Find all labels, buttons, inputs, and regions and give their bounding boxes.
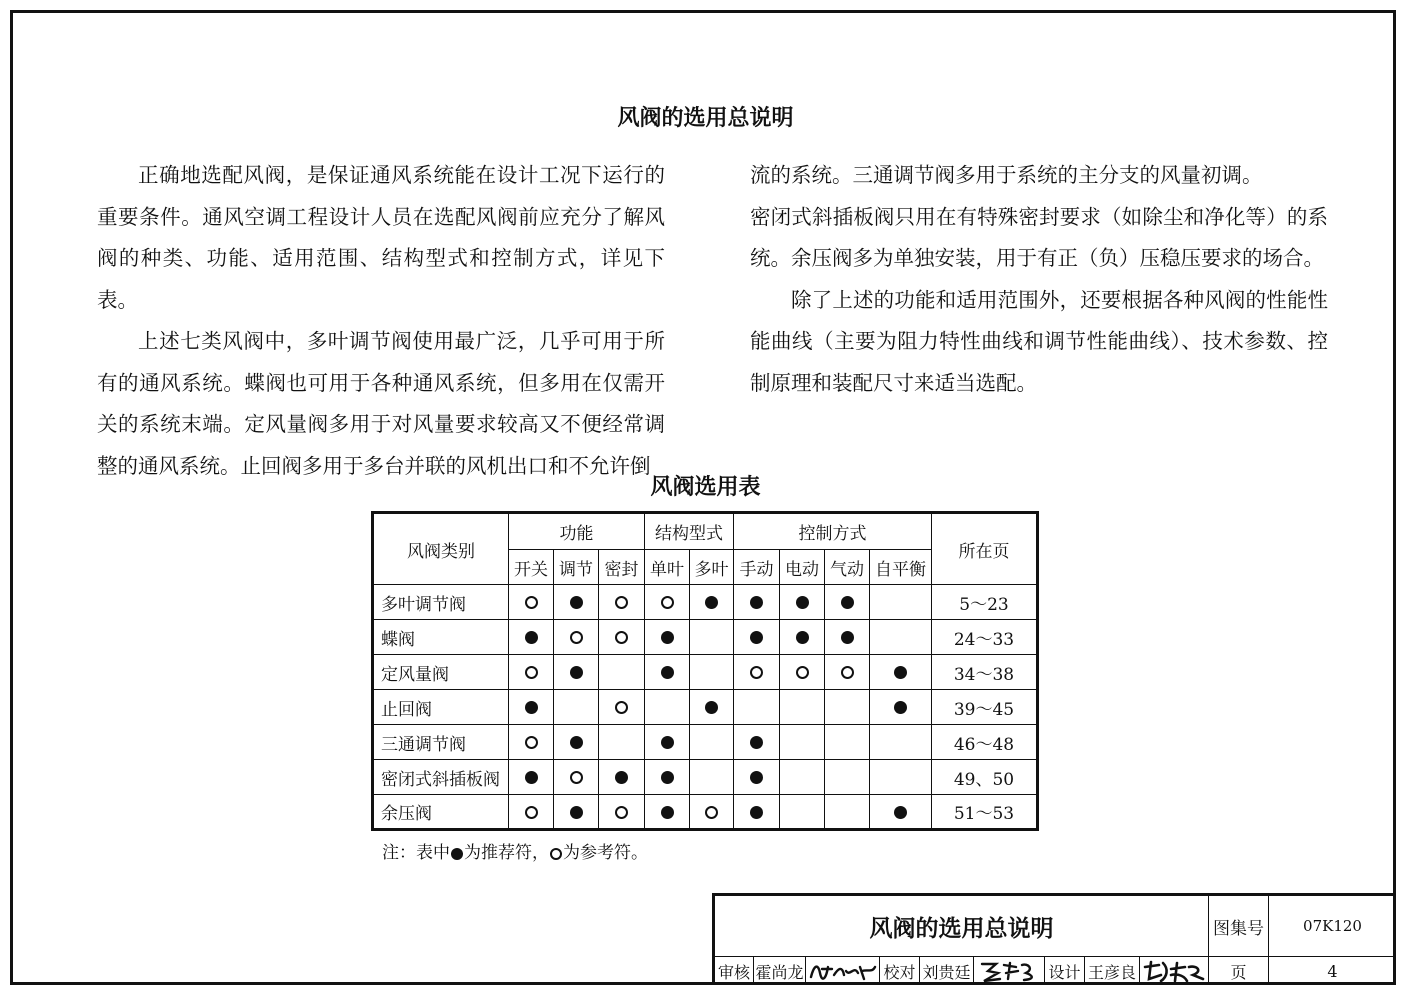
filled-circle-icon: [705, 701, 718, 714]
page-range-cell: 34～38: [932, 655, 1038, 690]
mark-cell: [554, 795, 599, 830]
reviewer-name: 霍尚龙: [754, 957, 806, 985]
table-row: [373, 585, 1038, 620]
mark-cell: [734, 690, 780, 725]
mark-cell: [870, 725, 932, 760]
design-label: 设计: [1045, 957, 1085, 985]
atlas-number-label: 图集号: [1209, 896, 1269, 957]
subheader-cell: 密封: [599, 550, 645, 585]
mark-cell: [645, 795, 690, 830]
hollow-circle-icon: [550, 848, 562, 860]
filled-circle-icon: [750, 631, 763, 644]
filled-circle-icon: [570, 666, 583, 679]
mark-cell: [509, 760, 554, 795]
subheader-cell: 手动: [734, 550, 780, 585]
mark-cell: [645, 725, 690, 760]
page-range-cell: 46～48: [932, 725, 1038, 760]
filled-circle-icon: [451, 848, 463, 860]
filled-circle-icon: [661, 806, 674, 819]
mark-cell: [509, 655, 554, 690]
mark-cell: [509, 620, 554, 655]
mark-cell: [825, 795, 870, 830]
damper-type-cell: 蝶阀: [373, 620, 509, 655]
subheader-cell: 气动: [825, 550, 870, 585]
filled-circle-icon: [661, 631, 674, 644]
mark-cell: [870, 585, 932, 620]
subheader-cell: 调节: [554, 550, 599, 585]
subheader-cell: 电动: [780, 550, 825, 585]
filled-circle-icon: [796, 596, 809, 609]
mark-cell: [825, 690, 870, 725]
hollow-circle-icon: [841, 666, 854, 679]
mark-cell: [554, 655, 599, 690]
page-range-cell: 49、50: [932, 760, 1038, 795]
mark-cell: [509, 690, 554, 725]
note-mid: 为推荐符，: [464, 843, 549, 863]
subheader-cell: 多叶: [690, 550, 734, 585]
table-row: [373, 690, 1038, 725]
filled-circle-icon: [525, 771, 538, 784]
hollow-circle-icon: [615, 701, 628, 714]
check-label: 校对: [880, 957, 920, 985]
mark-cell: [780, 690, 825, 725]
mark-cell: [870, 620, 932, 655]
table-row: [373, 620, 1038, 655]
mark-cell: [734, 795, 780, 830]
damper-type-cell: 定风量阀: [373, 655, 509, 690]
mark-cell: [690, 795, 734, 830]
filled-circle-icon: [841, 596, 854, 609]
mark-cell: [599, 585, 645, 620]
hollow-circle-icon: [570, 771, 583, 784]
designer-signature: [1140, 957, 1209, 985]
hollow-circle-icon: [750, 666, 763, 679]
filled-circle-icon: [661, 736, 674, 749]
mark-cell: [554, 620, 599, 655]
mark-cell: [690, 760, 734, 795]
table-row: [373, 725, 1038, 760]
mark-cell: [734, 620, 780, 655]
mark-cell: [690, 585, 734, 620]
filled-circle-icon: [894, 806, 907, 819]
filled-circle-icon: [796, 631, 809, 644]
mark-cell: [870, 795, 932, 830]
table-row: [373, 655, 1038, 690]
page-range-cell: 24～33: [932, 620, 1038, 655]
hollow-circle-icon: [661, 596, 674, 609]
paragraph: 流的系统。三通调节阀多用于系统的主分支的风量初调。: [750, 163, 1263, 187]
table-title: 风阀选用表: [650, 475, 761, 500]
mark-cell: [825, 725, 870, 760]
paragraph: 正确地选配风阀，是保证通风系统能在设计工况下运行的重要条件。通风空调工程设计人员在选配风阀前应充分了解风阀的种类、功能、适用范围、结构型式和控制方式，详见下表。: [97, 163, 665, 312]
hollow-circle-icon: [570, 631, 583, 644]
mark-cell: [645, 760, 690, 795]
hollow-circle-icon: [615, 631, 628, 644]
checker-signature: [974, 957, 1045, 985]
mark-cell: [690, 690, 734, 725]
table-row: [373, 760, 1038, 795]
filled-circle-icon: [661, 771, 674, 784]
title-block: [712, 893, 1396, 985]
header-group-control: 控制方式: [734, 513, 932, 550]
filled-circle-icon: [570, 806, 583, 819]
damper-type-cell: 余压阀: [373, 795, 509, 830]
table-note: [382, 838, 648, 863]
mark-cell: [780, 655, 825, 690]
filled-circle-icon: [750, 806, 763, 819]
paragraph: 上述七类风阀中，多叶调节阀使用最广泛，几乎可用于所有的通风系统。蝶阀也可用于各种通风系统，但多用在仅需开关的系统末端。定风量阀多用于对风量要求较高又不便经常调整的通风系统。止回阀多用于多台并联的风机出口和不允许倒: [97, 329, 665, 478]
header-damper-type: 风阀类别: [373, 513, 509, 585]
mark-cell: [599, 690, 645, 725]
subheader-cell: 开关: [509, 550, 554, 585]
table-row: [373, 795, 1038, 830]
mark-cell: [780, 585, 825, 620]
filled-circle-icon: [750, 736, 763, 749]
page-range-cell: 5～23: [932, 585, 1038, 620]
hollow-circle-icon: [796, 666, 809, 679]
note-prefix: 注：表中: [382, 843, 450, 863]
checker-name: 刘贵廷: [920, 957, 974, 985]
page-label: 页: [1209, 957, 1269, 985]
mark-cell: [509, 795, 554, 830]
mark-cell: [734, 760, 780, 795]
page-range-cell: 39～45: [932, 690, 1038, 725]
damper-type-cell: 密闭式斜插板阀: [373, 760, 509, 795]
designer-name: 王彦良: [1085, 957, 1140, 985]
hollow-circle-icon: [525, 806, 538, 819]
header-group-structure: 结构型式: [645, 513, 734, 550]
title-block-title: 风阀的选用总说明: [715, 896, 1209, 957]
mark-cell: [734, 585, 780, 620]
mark-cell: [734, 655, 780, 690]
mark-cell: [645, 585, 690, 620]
mark-cell: [825, 760, 870, 795]
page-number: 4: [1327, 961, 1338, 981]
mark-cell: [825, 620, 870, 655]
paragraph: 密闭式斜插板阀只用在有特殊密封要求（如除尘和净化等）的系统。余压阀多为单独安装，用于有正（负）压稳压要求的场合。: [750, 204, 1328, 270]
mark-cell: [780, 620, 825, 655]
filled-circle-icon: [661, 666, 674, 679]
mark-cell: [780, 760, 825, 795]
filled-circle-icon: [615, 771, 628, 784]
damper-type-cell: 止回阀: [373, 690, 509, 725]
filled-circle-icon: [705, 596, 718, 609]
mark-cell: [690, 655, 734, 690]
mark-cell: [509, 585, 554, 620]
mark-cell: [825, 585, 870, 620]
hollow-circle-icon: [615, 806, 628, 819]
page-title: 风阀的选用总说明: [617, 106, 794, 131]
damper-type-cell: 多叶调节阀: [373, 585, 509, 620]
filled-circle-icon: [525, 631, 538, 644]
filled-circle-icon: [525, 701, 538, 714]
page-range-cell: 51～53: [932, 795, 1038, 830]
filled-circle-icon: [750, 771, 763, 784]
hollow-circle-icon: [525, 736, 538, 749]
mark-cell: [599, 620, 645, 655]
mark-cell: [780, 725, 825, 760]
reviewer-signature: [806, 957, 880, 985]
filled-circle-icon: [841, 631, 854, 644]
filled-circle-icon: [894, 666, 907, 679]
right-text-column: [750, 155, 1328, 404]
subheader-cell: 单叶: [645, 550, 690, 585]
hollow-circle-icon: [615, 596, 628, 609]
mark-cell: [870, 655, 932, 690]
mark-cell: [599, 655, 645, 690]
mark-cell: [825, 655, 870, 690]
mark-cell: [554, 690, 599, 725]
mark-cell: [554, 760, 599, 795]
review-label: 审核: [715, 957, 754, 985]
mark-cell: [509, 725, 554, 760]
header-group-function: 功能: [509, 513, 645, 550]
mark-cell: [690, 620, 734, 655]
mark-cell: [554, 725, 599, 760]
mark-cell: [870, 760, 932, 795]
filled-circle-icon: [570, 736, 583, 749]
atlas-number: 07K120: [1269, 896, 1396, 957]
damper-type-cell: 三通调节阀: [373, 725, 509, 760]
mark-cell: [645, 690, 690, 725]
mark-cell: [870, 690, 932, 725]
mark-cell: [554, 585, 599, 620]
filled-circle-icon: [894, 701, 907, 714]
mark-cell: [734, 725, 780, 760]
filled-circle-icon: [570, 596, 583, 609]
mark-cell: [690, 725, 734, 760]
subheader-cell: 自平衡: [870, 550, 932, 585]
header-page: 所在页: [932, 513, 1038, 585]
mark-cell: [780, 795, 825, 830]
paragraph: 除了上述的功能和适用范围外，还要根据各种风阀的性能性能曲线（主要为阻力特性曲线和调节性能曲线）、技术参数、控制原理和装配尺寸来适当选配。: [750, 287, 1328, 395]
hollow-circle-icon: [525, 666, 538, 679]
mark-cell: [599, 760, 645, 795]
damper-selection-table: [371, 511, 1039, 831]
note-suffix: 为参考符。: [563, 843, 648, 863]
hollow-circle-icon: [705, 806, 718, 819]
mark-cell: [599, 725, 645, 760]
left-text-column: [97, 155, 665, 487]
filled-circle-icon: [750, 596, 763, 609]
mark-cell: [645, 655, 690, 690]
mark-cell: [599, 795, 645, 830]
hollow-circle-icon: [525, 596, 538, 609]
mark-cell: [645, 620, 690, 655]
